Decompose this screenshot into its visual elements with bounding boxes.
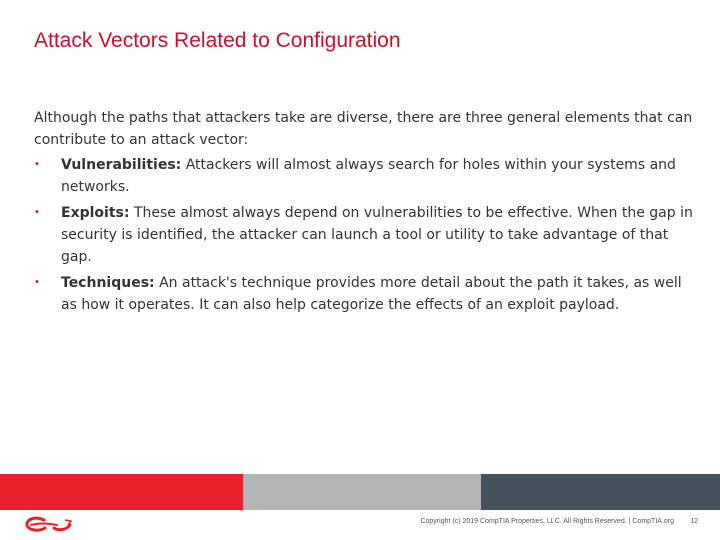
footer-color-band <box>0 474 720 510</box>
bullet-item-techniques <box>34 272 694 316</box>
page-number: 12 <box>690 518 698 525</box>
comptia-logo-icon <box>24 516 74 534</box>
bullet-term: Vulnerabilities: <box>61 157 182 173</box>
copyright-text: Copyright (c) 2019 CompTIA Properties, LLC. All Rights Reserved. | CompTIA.org <box>420 518 674 525</box>
bullet-icon: • <box>34 159 40 170</box>
bullet-term: Exploits: <box>61 205 130 221</box>
band-red-segment <box>0 474 243 510</box>
band-gray-segment <box>243 474 481 510</box>
bullet-text: An attack's technique provides more detail about the path it takes, as well as how it operates. It can also help categorize the effects of an exploit payload. <box>61 275 682 313</box>
bullet-term: Techniques: <box>61 275 155 291</box>
slide-body <box>34 107 694 320</box>
bullet-icon: • <box>34 277 40 288</box>
bullet-list <box>34 154 694 316</box>
intro-paragraph: Although the paths that attackers take are diverse, there are three general elements that can contribute to an attack vector: <box>34 110 693 148</box>
bullet-text: Attackers will almost always search for holes within your systems and networks. <box>61 157 676 195</box>
slide-title: Attack Vectors Related to Configuration <box>34 29 401 52</box>
bullet-icon: • <box>34 207 40 218</box>
bullet-item-vulnerabilities <box>34 154 694 198</box>
band-slate-segment <box>481 474 720 510</box>
bullet-item-exploits <box>34 202 694 268</box>
bullet-text: These almost always depend on vulnerabilities to be effective. When the gap in security is identified, the attacker can launch a tool or utility to take advantage of that gap. <box>61 205 693 265</box>
slide-footer <box>0 510 720 540</box>
